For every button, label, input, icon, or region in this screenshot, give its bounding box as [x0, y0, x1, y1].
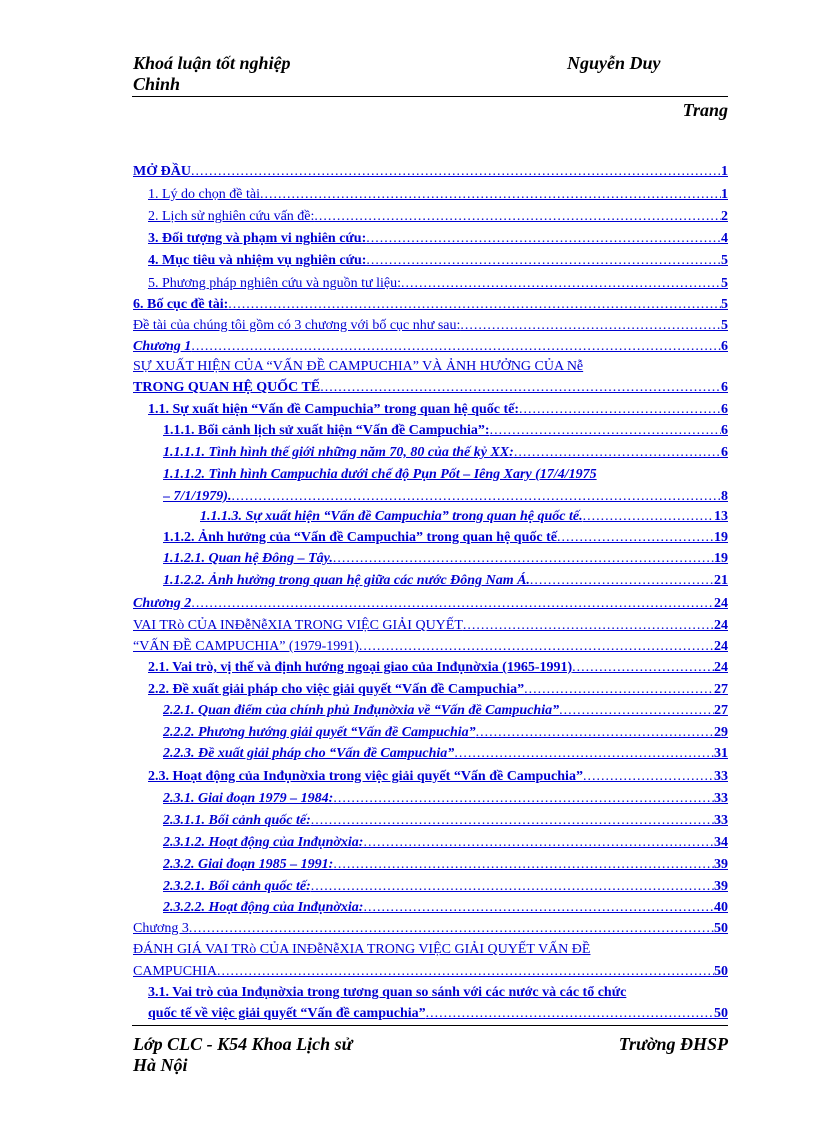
- header-right: Nguyễn Duy: [567, 53, 661, 73]
- toc-entry[interactable]: [163, 464, 728, 484]
- toc-entry[interactable]: [163, 743, 728, 763]
- toc-entry[interactable]: [148, 399, 728, 419]
- toc-entry-title: 2.2.3. Đề xuất giải pháp cho “Vấn đề Campuchia”: [163, 746, 455, 761]
- toc-entry[interactable]: [148, 250, 728, 270]
- toc-entry[interactable]: [133, 315, 728, 335]
- toc-entry-title: 1.1.2. Ảnh hưởng của “Vấn đề Campuchia” trong quan hệ quốc tế: [163, 530, 557, 545]
- toc-entry[interactable]: [163, 897, 728, 917]
- toc-entry-page: 4: [721, 231, 728, 246]
- toc-entry[interactable]: [163, 486, 728, 506]
- footer-left: Lớp CLC - K54 Khoa Lịch sử: [133, 1034, 353, 1054]
- toc-leader-dots: [454, 745, 714, 763]
- toc-leader-dots: [311, 878, 714, 896]
- toc-leader-dots: [191, 338, 721, 356]
- toc-entry-page: 19: [714, 530, 728, 545]
- toc-entry-title: 2.1. Vai trò, vị thế và định hướng ngoại giao của Inđụnờxia (1965-1991): [148, 660, 573, 675]
- toc-entry-page: 8: [721, 489, 728, 504]
- toc-entry-page: 1: [721, 164, 728, 179]
- toc-entry[interactable]: [148, 206, 728, 226]
- toc-leader-dots: [311, 812, 714, 830]
- toc-entry[interactable]: [133, 336, 728, 356]
- toc-leader-dots: [463, 617, 714, 635]
- footer-rule: [132, 1025, 728, 1026]
- toc-leader-dots: [231, 488, 721, 506]
- toc-entry-page: 1: [721, 187, 728, 202]
- toc-entry-page: 50: [714, 921, 728, 936]
- toc-entry[interactable]: [148, 184, 728, 204]
- toc-entry[interactable]: [163, 420, 728, 440]
- toc-entry[interactable]: [148, 766, 728, 786]
- toc-entry[interactable]: [133, 161, 728, 181]
- toc-entry[interactable]: [163, 700, 728, 720]
- toc-entry-page: 6: [721, 445, 728, 460]
- toc-entry[interactable]: [200, 506, 728, 526]
- toc-entry-title: TRONG QUAN HỆ QUỐC TẾ: [133, 380, 321, 395]
- toc-entry-title: “VẤN ĐỀ CAMPUCHIA” (1979-1991): [133, 639, 359, 654]
- toc-leader-dots: [519, 401, 721, 419]
- toc-leader-dots: [359, 638, 714, 656]
- toc-entry-title: MỞ ĐẦU: [133, 164, 191, 179]
- toc-entry-title: 1.1.1.3. Sự xuất hiện “Vấn đề Campuchia” trong quan hệ quốc tế.: [200, 509, 583, 524]
- toc-entry[interactable]: [148, 1003, 728, 1023]
- toc-entry[interactable]: [163, 832, 728, 852]
- toc-entry-title: 1.1.2.1. Quan hệ Đông – Tây.: [163, 551, 333, 566]
- toc-leader-dots: [333, 856, 714, 874]
- toc-entry[interactable]: [148, 982, 728, 1002]
- toc-leader-dots: [366, 252, 721, 270]
- toc-entry-page: 13: [714, 509, 728, 524]
- toc-entry-title: 3. Đối tượng và phạm vi nghiên cứu:: [148, 231, 367, 246]
- toc-entry-title: 1.1. Sự xuất hiện “Vấn đề Campuchia” trong quan hệ quốc tế:: [148, 402, 520, 417]
- toc-entry-title: 6. Bố cục đề tài:: [133, 297, 229, 312]
- toc-entry-page: 50: [714, 964, 728, 979]
- toc-entry[interactable]: [148, 679, 728, 699]
- toc-entry-page: 6: [721, 380, 728, 395]
- toc-entry[interactable]: [133, 918, 728, 938]
- toc-entry-page: 29: [714, 725, 728, 740]
- toc-entry[interactable]: [133, 961, 728, 981]
- toc-leader-dots: [426, 1005, 714, 1023]
- toc-entry-title: 1.1.1. Bối cảnh lịch sử xuất hiện “Vấn đề Campuchia”:: [163, 423, 490, 438]
- toc-entry-title: ĐÁNH GIÁ VAI TRò CỦA INĐễNễXIA TRONG VIỆC GIẢI QUYẾT VẤN ĐỀ: [133, 942, 591, 957]
- toc-leader-dots: [191, 595, 714, 613]
- toc-entry-page: 27: [714, 703, 728, 718]
- toc-entry-page: 21: [714, 573, 728, 588]
- toc-entry-page: 24: [714, 639, 728, 654]
- toc-leader-dots: [557, 529, 714, 547]
- toc-entry-title: 2.2. Đề xuất giải pháp cho việc giải quyết “Vấn đề Campuchia”: [148, 682, 525, 697]
- toc-leader-dots: [260, 186, 721, 204]
- header-rule: [132, 96, 728, 97]
- toc-leader-dots: [559, 702, 714, 720]
- toc-entry[interactable]: [163, 442, 728, 462]
- header-left: Khoá luận tốt nghiệp: [133, 53, 291, 73]
- toc-entry-title: VAI TRò CỦA INĐễNễXIA TRONG VIỆC GIẢI QUYẾT: [133, 618, 463, 633]
- toc-entry-page: 34: [714, 835, 728, 850]
- toc-entry-page: 24: [714, 618, 728, 633]
- toc-entry-page: 6: [721, 339, 728, 354]
- toc-leader-dots: [189, 920, 714, 938]
- toc-leader-dots: [320, 379, 721, 397]
- toc-entry-title: 1.1.1.2. Tình hình Campuchia dưới chế độ Pụn Pốt – Iêng Xary (17/4/1975: [163, 467, 597, 482]
- toc-leader-dots: [217, 963, 714, 981]
- toc-leader-dots: [191, 163, 721, 181]
- toc-leader-dots: [514, 444, 721, 462]
- toc-leader-dots: [363, 899, 714, 917]
- toc-entry-title: Chương 2: [133, 596, 192, 611]
- toc-entry[interactable]: [133, 356, 728, 376]
- toc-entry[interactable]: [133, 294, 728, 314]
- toc-entry-title: 1.1.2.2. Ảnh hưởng trong quan hệ giữa các nước Đông Nam Á.: [163, 573, 530, 588]
- toc-entry-title: 2.3. Hoạt động của Inđụnờxia trong việc giải quyết “Vấn đề Campuchia”: [148, 769, 583, 784]
- toc-entry-page: 39: [714, 857, 728, 872]
- toc-entry[interactable]: [163, 570, 728, 590]
- toc-entry-title: Đề tài của chúng tôi gồm có 3 chương với bố cục như sau:: [133, 318, 461, 333]
- toc-entry-title: 2.3.1. Giai đoạn 1979 – 1984:: [163, 791, 334, 806]
- toc-leader-dots: [363, 834, 714, 852]
- toc-entry-title: – 7/1/1979).: [163, 489, 232, 504]
- toc-entry-title: 1. Lý do chọn đề tài: [148, 187, 260, 202]
- toc-entry-title: SỰ XUẤT HIỆN CỦA “VẤN ĐỀ CAMPUCHIA” VÀ ẢNH HƯỞNG CỦA Nễ: [133, 359, 584, 374]
- toc-entry[interactable]: [163, 854, 728, 874]
- toc-entry-title: 5. Phương pháp nghiên cứu và nguồn tư liệu:: [148, 276, 401, 291]
- toc-leader-dots: [583, 768, 714, 786]
- toc-entry[interactable]: [163, 788, 728, 808]
- toc-leader-dots: [228, 296, 721, 314]
- toc-entry-title: 2. Lịch sử nghiên cứu vấn đề:: [148, 209, 315, 224]
- toc-entry[interactable]: [148, 228, 728, 248]
- toc-entry-page: 19: [714, 551, 728, 566]
- toc-entry-title: 2.3.1.2. Hoạt động của Inđụnờxia:: [163, 835, 364, 850]
- page-column-label: Trang: [682, 100, 728, 120]
- toc-entry[interactable]: [133, 615, 728, 635]
- toc-entry-page: 5: [721, 297, 728, 312]
- toc-entry-title: Chương 1: [133, 339, 192, 354]
- toc-leader-dots: [314, 208, 721, 226]
- toc-leader-dots: [333, 790, 714, 808]
- toc-leader-dots: [524, 681, 714, 699]
- toc-entry-page: 5: [721, 276, 728, 291]
- toc-entry[interactable]: [163, 810, 728, 830]
- toc-entry-title: 2.2.1. Quan điểm của chính phủ Inđụnờxia về “Vấn đề Campuchia”: [163, 703, 560, 718]
- toc-entry-page: 40: [714, 900, 728, 915]
- footer-left-line2: Hà Nội: [133, 1055, 188, 1075]
- toc-leader-dots: [490, 422, 721, 440]
- toc-entry[interactable]: [133, 939, 728, 959]
- toc-entry-page: 24: [714, 596, 728, 611]
- toc-leader-dots: [476, 724, 714, 742]
- toc-leader-dots: [460, 317, 721, 335]
- toc-entry-page: 24: [714, 660, 728, 675]
- toc-leader-dots: [530, 572, 714, 590]
- toc-entry[interactable]: [163, 876, 728, 896]
- toc-entry[interactable]: [133, 377, 728, 397]
- toc-entry-title: 4. Mục tiêu và nhiệm vụ nghiên cứu:: [148, 253, 367, 268]
- toc-entry-title: 2.3.2. Giai đoạn 1985 – 1991:: [163, 857, 334, 872]
- toc-entry-page: 39: [714, 879, 728, 894]
- toc-entry[interactable]: [163, 722, 728, 742]
- toc-entry-title: CAMPUCHIA: [133, 964, 218, 979]
- header-left-line2: Chinh: [133, 74, 181, 94]
- toc-entry[interactable]: [148, 273, 728, 293]
- toc-entry-title: Chương 3: [133, 921, 189, 936]
- toc-leader-dots: [572, 659, 714, 677]
- toc-leader-dots: [583, 508, 714, 526]
- toc-entry[interactable]: [148, 657, 728, 677]
- toc-entry-title: 2.3.2.2. Hoạt động của Inđụnờxia:: [163, 900, 364, 915]
- toc-entry-page: 5: [721, 318, 728, 333]
- toc-entry[interactable]: [163, 527, 728, 547]
- toc-entry-title: 2.3.1.1. Bối cảnh quốc tế:: [163, 813, 311, 828]
- toc-entry-title: 1.1.1.1. Tình hình thế giới những năm 70, 80 của thế kỷ XX:: [163, 445, 514, 460]
- toc-entry-title: quốc tế về việc giải quyết “Vấn đề campuchia”: [148, 1006, 426, 1021]
- toc-entry-page: 6: [721, 423, 728, 438]
- toc-entry-page: 50: [714, 1006, 728, 1021]
- toc-entry-page: 31: [714, 746, 728, 761]
- footer-right: Trường ĐHSP: [618, 1034, 728, 1054]
- toc-entry[interactable]: [133, 593, 728, 613]
- toc-leader-dots: [333, 550, 714, 568]
- toc-entry-page: 33: [714, 813, 728, 828]
- toc-entry-page: 27: [714, 682, 728, 697]
- toc-entry[interactable]: [133, 636, 728, 656]
- toc-leader-dots: [366, 230, 721, 248]
- toc-entry-page: 5: [721, 253, 728, 268]
- toc-entry-page: 33: [714, 791, 728, 806]
- toc-entry-title: 3.1. Vai trò của Inđụnờxia trong tương quan so sánh với các nước và các tổ chức: [148, 985, 627, 1000]
- toc-entry-page: 33: [714, 769, 728, 784]
- toc-entry-page: 6: [721, 402, 728, 417]
- toc-entry-title: 2.3.2.1. Bối cảnh quốc tế:: [163, 879, 311, 894]
- toc-leader-dots: [401, 275, 721, 293]
- toc-entry[interactable]: [163, 548, 728, 568]
- toc-entry-page: 2: [721, 209, 728, 224]
- toc-entry-title: 2.2.2. Phương hướng giải quyết “Vấn đề Campuchia”: [163, 725, 476, 740]
